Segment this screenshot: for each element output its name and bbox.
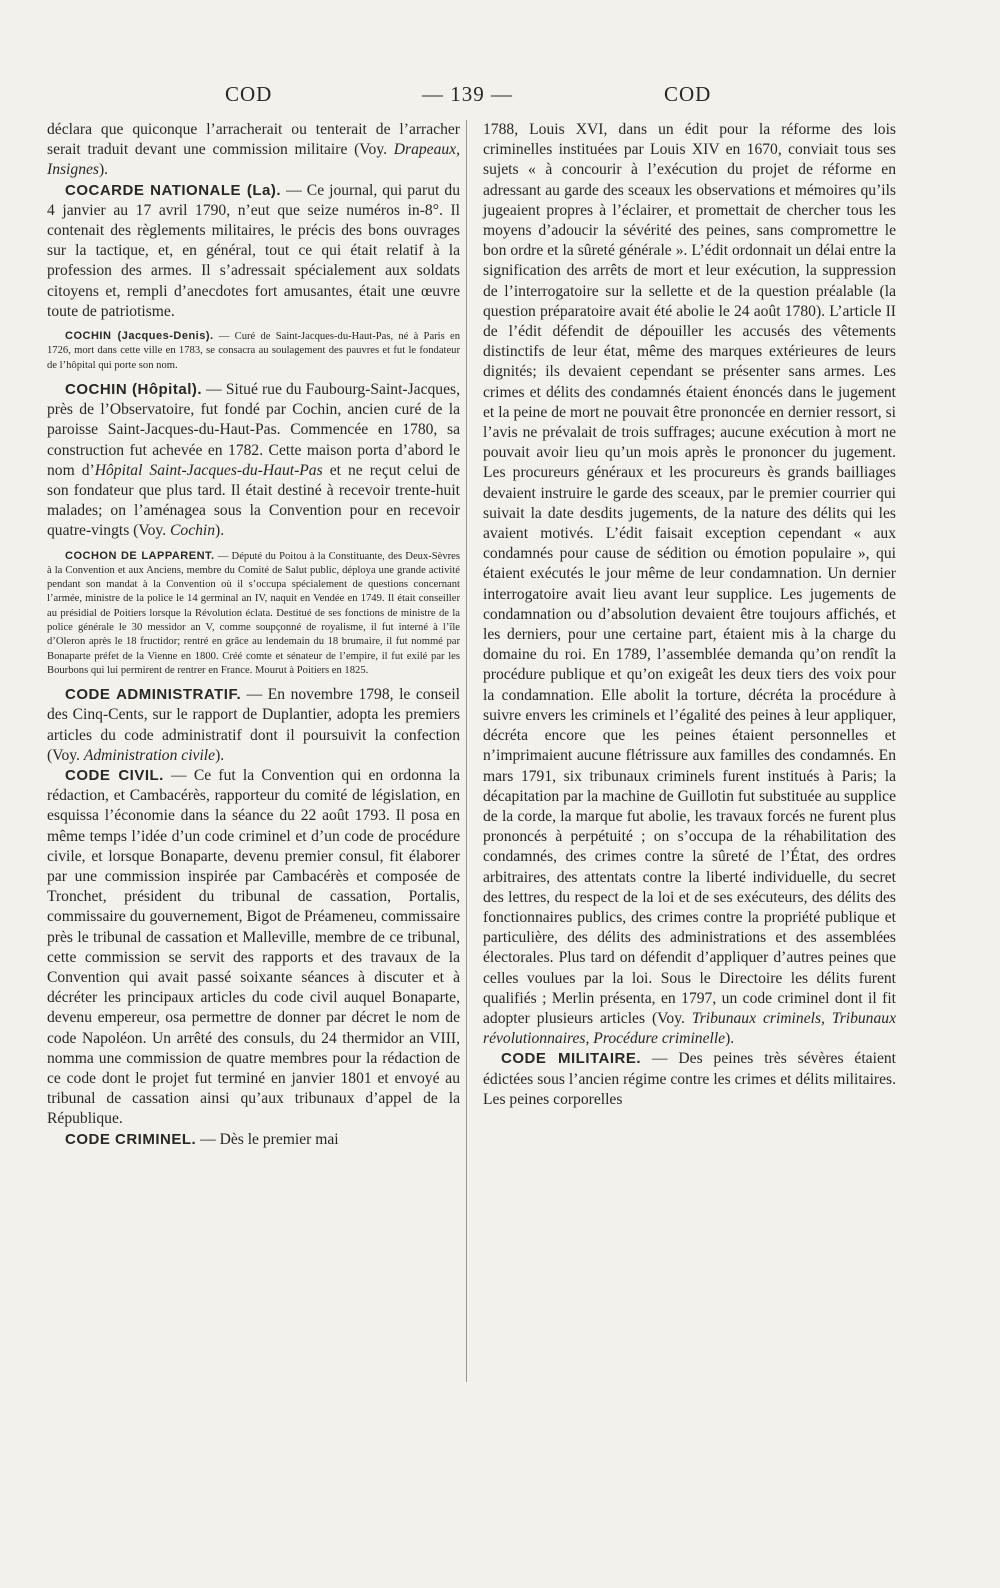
italic-reference: Administration civile	[83, 746, 216, 764]
page-number: — 139 —	[422, 82, 513, 106]
italic-reference: Hôpital Saint-Jacques-du-Haut-Pas	[94, 461, 323, 479]
entry-text: — Ce fut la Convention qui en ordonna la rédaction, et Cambacérès, rapporteur du comité de législation, en esquissa l’économie dans la séance du 22 août 1793. Il posa en même temps l’idée d’un code criminel et d’un code de procédure civile, et lorsque Bonaparte, devenu premier consul, fit élaborer par une commission inspirée par Cambacérès et composée de Tronchet, président du tribunal de cassation, Portalis, commissaire du gouvernement, Bigot de Préameneu, commissaire près le tribunal de cassation et Malleville, membre de ce tribunal, cette commission se servit des rapports et des travaux de la Convention qui avait passé soixante séances à discuter et à décréter les principaux articles du code civil auquel Bonaparte, devenu empereur, osa permettre de donner par décret le nom de code Napoléon. Un arrêté des consuls, du 24 thermidor an VIII, nomma une commission de quatre membres pour la rédaction de ce code dont le projet fut terminé en janvier 1801 et envoyé au tribunal de cassation ainsi qu’aux tribunaux d’appel de la République.	[47, 767, 460, 1128]
left-paragraph-2	[47, 329, 460, 373]
italic-reference: Drapeaux, Insignes	[47, 141, 460, 179]
entry-text-tail: ).	[215, 522, 225, 540]
column-divider	[466, 120, 467, 1382]
entry-headword: CODE CRIMINEL.	[65, 1130, 197, 1148]
right-paragraph-1	[483, 1049, 896, 1110]
left-paragraph-0	[47, 120, 460, 181]
italic-reference: Tribunaux criminels, Tribunaux révolutionnaires, Procédure criminelle	[483, 1009, 896, 1048]
entry-text: — Curé de Saint-Jacques-du-Haut-Pas, né à Paris en 1726, mort dans cette ville en 1783, se consacra au soulagement des pauvres et fut le fondateur de l’hôpital qui porte son nom.	[47, 331, 460, 371]
entry-text: — Ce journal, qui parut du 4 janvier au 17 avril 1790, n’eut que seize numéros in-8°. Il contenait des règlements militaires, le précis des bons ouvrages sur la tactique, et, en général, tout ce qui était relatif à la profession des armes. Il s’adressait spécialement aux soldats citoyens et, rempli d’anecdotes fort amusantes, était une œuvre toute de patriotisme.	[47, 181, 461, 320]
entry-headword: COCARDE NATIONALE (La).	[65, 181, 282, 199]
entry-headword: CODE ADMINISTRATIF.	[65, 686, 242, 704]
entry-text-tail: ).	[215, 746, 225, 764]
left-paragraph-5	[47, 685, 460, 766]
left-paragraph-1	[47, 181, 460, 322]
right-paragraph-0	[483, 120, 896, 1049]
entry-text: — En novembre 1798, le conseil des Cinq-Cents, sur le rapport de Duplantier, adopta les premiers articles du code administratif dont il poursuivit la confection (Voy.	[47, 686, 461, 764]
entry-text-tail: ).	[98, 161, 109, 179]
left-column	[47, 120, 460, 1150]
entry-headword: COCHON DE LAPPARENT.	[65, 549, 215, 562]
entry-headword: COCHIN (Hôpital).	[65, 380, 203, 398]
entry-headword: CODE MILITAIRE.	[501, 1050, 642, 1068]
entry-text: — Dès le premier mai	[196, 1130, 339, 1148]
entry-text: — Député du Poitou à la Constituante, des Deux-Sèvres à la Convention et aux Anciens, membre du Comité de Salut public, déploya une grande activité pendant son mandat à la Convention où il s’occupa spécialement de questions concernant l’armée, ministre de la police le 14 germinal an IV, naquit en Vendée en 1749. Il était conseiller au présidial de Poitiers lorsque la Révolution éclata. Destitué de ses fonctions de ministre de la police générale le 30 messidor an V, comme soupçonné de royalisme, il fut interné à l’île d’Oleron après le 18 fructidor; rentré en grâce au lendemain du 18 brumaire, il fut nommé par Bonaparte préfet de la Vienne en 1800. Créé comte et sénateur de l’empire, il fut exilé par les Bourbons qui lui permirent de rentrer en France. Mourut à Poitiers en 1825.	[47, 550, 461, 676]
left-paragraph-3	[47, 380, 460, 542]
entry-headword: CODE CIVIL.	[65, 767, 164, 785]
entry-text: déclara que quiconque l’arracherait ou tenterait de l’arracher serait traduit devant une commission militaire (Voy.	[47, 121, 460, 159]
entry-text-tail: ).	[725, 1030, 735, 1048]
right-column	[483, 120, 896, 1110]
entry-text: — Des peines très sévères étaient édictées sous l’ancien régime contre les crimes et délits militaires. Les peines corporelles	[483, 1050, 896, 1108]
running-header	[0, 82, 1000, 112]
header-right-word: COD	[664, 82, 712, 106]
italic-reference: Cochin	[170, 522, 216, 540]
entry-headword: COCHIN (Jacques-Denis).	[65, 330, 214, 343]
entry-text: — Situé rue du Faubourg-Saint-Jacques, près de l’Observatoire, fut fondé par Cochin, ancien curé de la paroisse Saint-Jacques-du-Haut-Pas. Commencée en 1780, sa construction fut achevée en 1782. Cette maison porta d’abord le nom d’	[47, 380, 460, 479]
left-paragraph-6	[47, 766, 460, 1130]
left-paragraph-7	[47, 1130, 460, 1150]
header-left-word: COD	[225, 82, 273, 106]
entry-text-tail: et ne reçut celui de son fondateur que plus tard. Il était destiné à recevoir trente-huit malades; on l’aménagea sous la Convention pour en recevoir quatre-vingts (Voy.	[47, 461, 460, 540]
entry-text: 1788, Louis XVI, dans un édit pour la réforme des lois criminelles instituées par Louis XIV en 1670, conviait tous ses sujets « à concourir à l’exécution du projet de réforme en adressant au garde des sceaux les observations et mémoires qu’ils jugeaient propres à l’éclairer, et promettait de chercher tous les moyens d’adoucir la sévérité des peines, sans compromettre le bon ordre et la sûreté générale ». L’édit ordonnait un délai entre la signification des arrêts de mort et leur exécution, la suppression de l’interrogatoire sur la sellette et de la question préalable (la question préparatoire avait été abolie le 24 août 1780). L’article II de l’édit défendit de dépouiller les accusés des vêtements distinctifs de leur état, même des marques extérieures de leurs dignités; ils devaient cependant se présenter sans armes. Les crimes et délits des condamnés étaient énoncés dans le jugement et la peine de mort ne pouvait être prononcée en dernier ressort, si l’avis ne prévalait de trois suffrages; aucune exécution à mort ne pouvait avoir lieu qu’un mois après le prononcer du jugement. Les procureurs généraux et les procureurs ès grands bailliages devaient instruire le garde des sceaux, par le premier courrier qui suivait la date desdits jugements, de la nature des délits qui les avaient motivés. L’édit faisait exception cependant « aux condamnés pour cause de sédition ou émotion populaire », qui étaient exécutés le jour même de leur condamnation. Un dernier interrogatoire avait lieu avant leur supplice. Les jugements de condamnation ou d’absolution devaient être toujours affichés, et les derniers, pour une certaine part, étaient mis à la charge du domaine du roi. En 1789, l’assemblée demanda qu’on rendît la procédure publique et qu’on exigeât les deux tiers des voix pour la condamnation. Elle abolit la torture, décréta la procédure à suivre envers les criminels et l’égalité des peines à leur appliquer, décréta encore que les peines étaient personnelles et n’imprimaient aucune flétrissure aux familles des condamnés. En mars 1791, six tribunaux criminels furent institués à Paris; la décapitation par la machine de Guillotin fut substituée au supplice de la corde, la marque fut abolie, les travaux forcés ne furent plus prononcés à perpétuité ; on s’occupa de la réhabilitation des condamnés, des crimes contre la sûreté de l’État, des ordres arbitraires, des attentats contre la liberté individuelle, du secret des lettres, du respect de la loi et de ses exécuteurs, des délits des fonctionnaires publics, des crimes contre la propriété publique et particulière, des délits des administrations et des assemblées électorales. Plus tard on défendit d’appliquer d’autres peines que celles voulues par la loi. Sous le Directoire les délits furent qualifiés ; Merlin présenta, en 1797, un code criminel dont il fit adopter plusieurs articles (Voy.	[483, 121, 896, 1027]
left-paragraph-4	[47, 549, 460, 679]
